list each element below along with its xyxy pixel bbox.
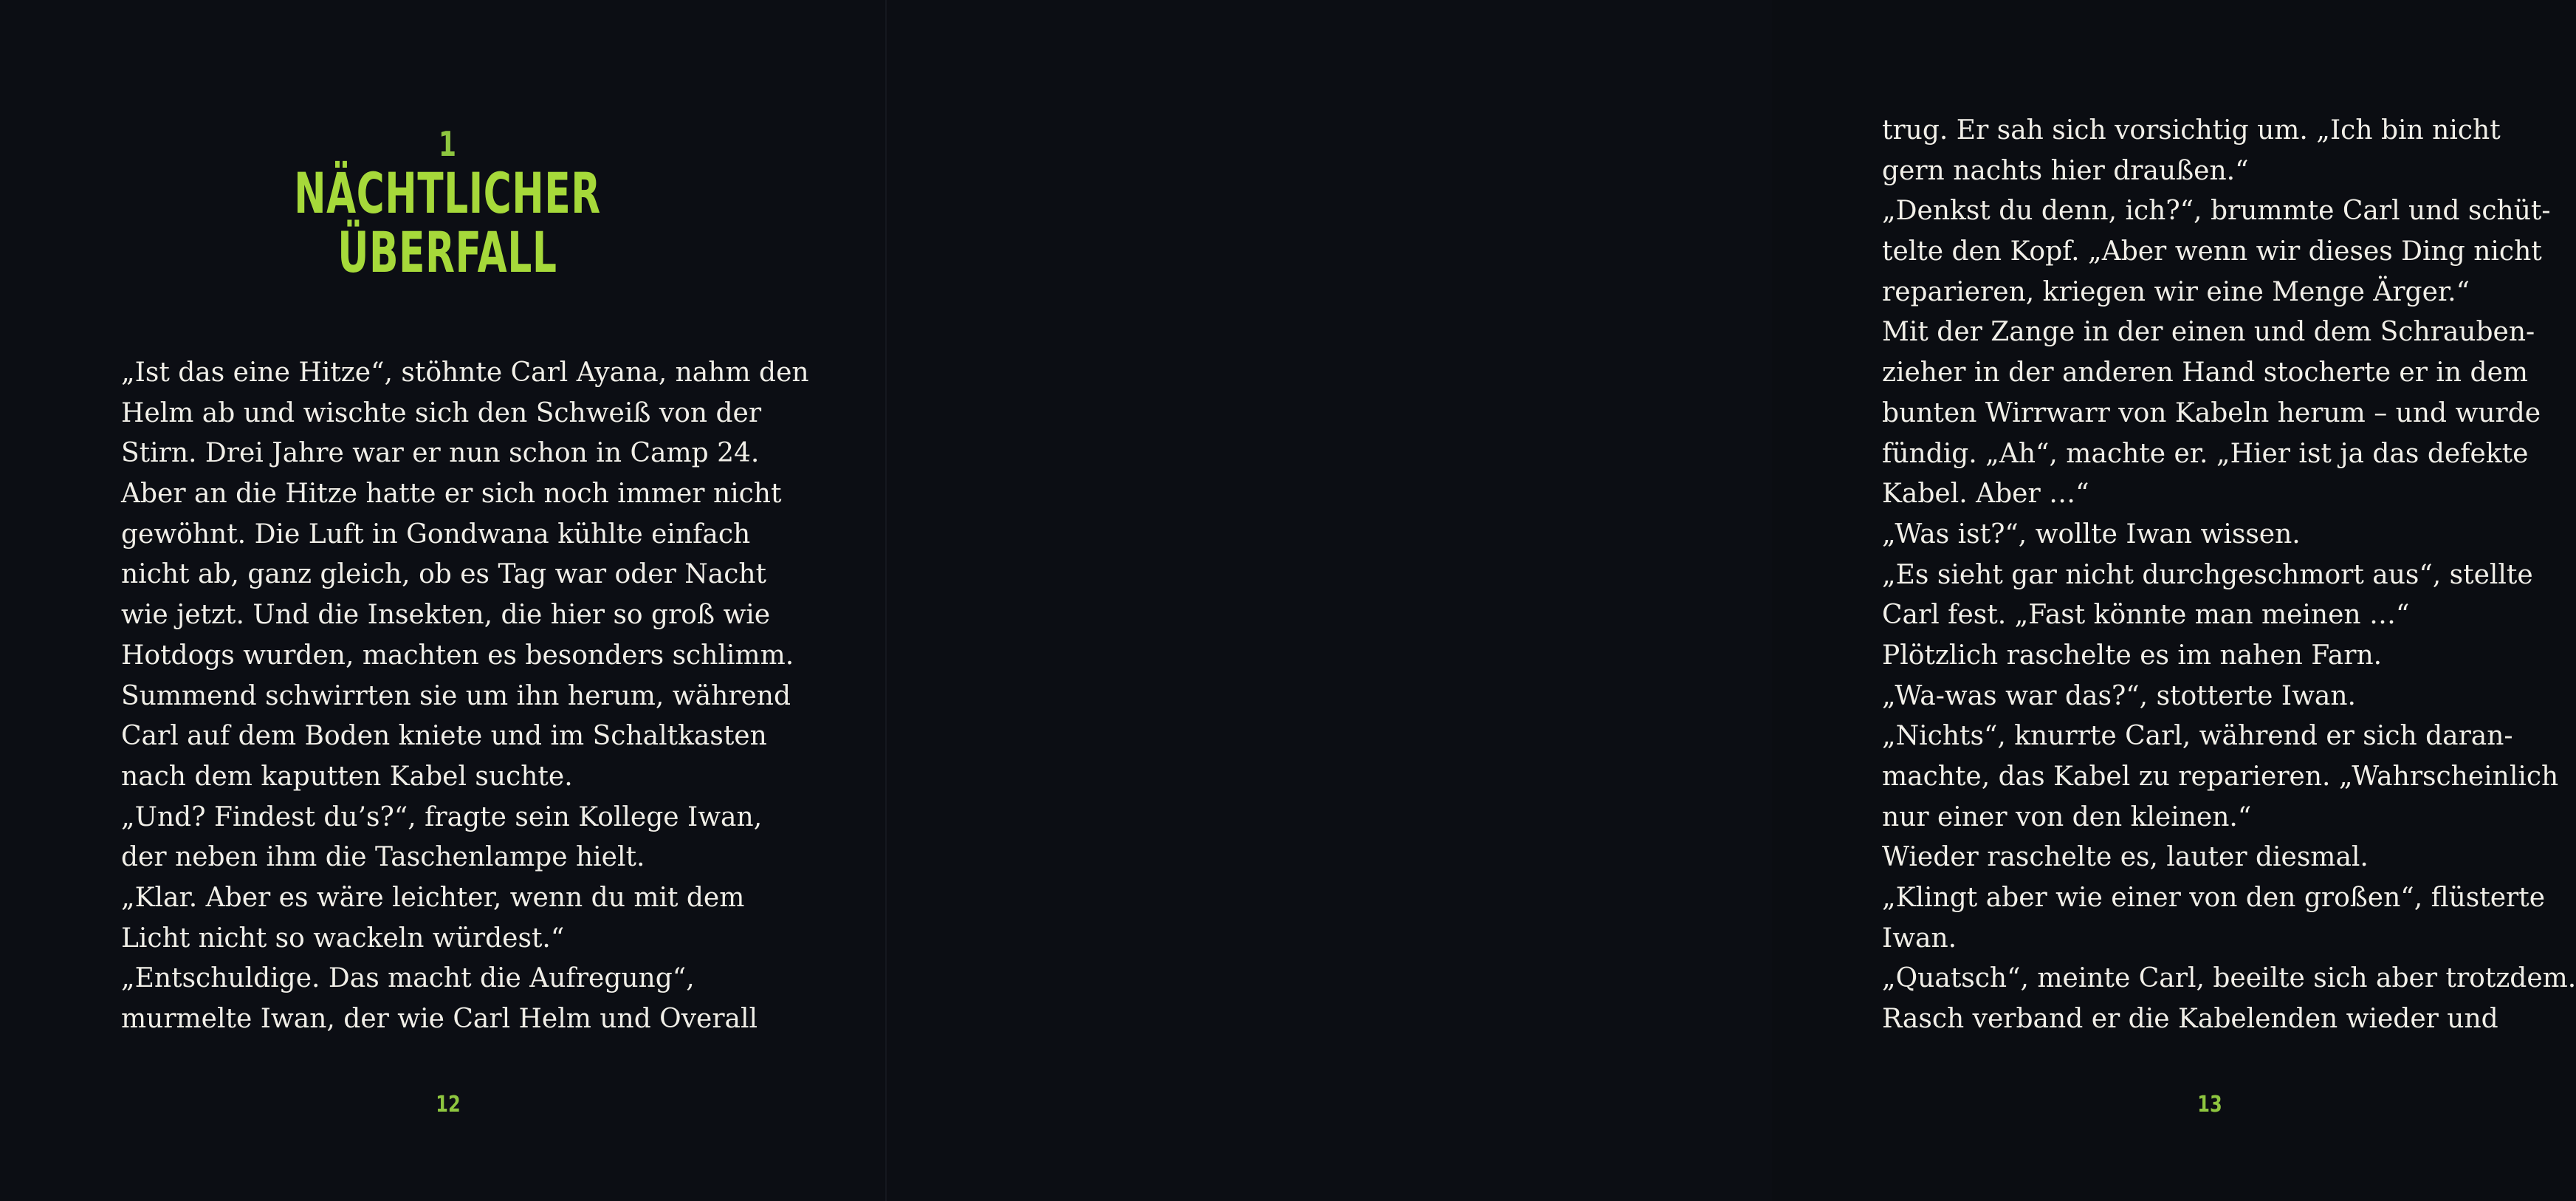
text-line: nicht ab, ganz gleich, ob es Tag war oder Nacht — [121, 559, 767, 590]
text-line: Summend schwirrten sie um ihn herum, während — [121, 680, 791, 711]
text-line: „Entschuldige. Das macht die Aufregung“, — [121, 963, 695, 994]
text-line: Rasch verband er die Kabelenden wieder und — [1882, 1004, 2498, 1035]
text-line: der neben ihm die Taschenlampe hielt. — [121, 842, 645, 873]
text-line: machte, das Kabel zu reparieren. „Wahrscheinlich — [1882, 762, 2559, 792]
text-line: „Denkst du denn, ich?“, brummte Carl und schüt- — [1882, 196, 2551, 227]
text-line: „Was ist?“, wollte Iwan wissen. — [1882, 519, 2301, 550]
chapter-title-line-1: NÄCHTLICHER — [294, 160, 601, 226]
text-line: Aber an die Hitze hatte er sich noch immer nicht — [121, 479, 782, 510]
page-number-left: 12 — [436, 1092, 461, 1118]
page-number-right: 13 — [2197, 1092, 2222, 1118]
chapter-title — [143, 160, 752, 285]
text-line: Iwan. — [1882, 923, 1957, 954]
text-line: gewöhnt. Die Luft in Gondwana kühlte einfach — [121, 519, 751, 550]
right-page-body-text — [1882, 111, 2576, 1040]
text-line: „Klingt aber wie einer von den großen“, flüsterte — [1882, 883, 2546, 914]
text-line: Kabel. Aber …“ — [1882, 479, 2089, 510]
text-line: Carl auf dem Boden kniete und im Schaltkasten — [121, 721, 767, 752]
text-line: Helm ab und wischte sich den Schweiß von der — [121, 397, 762, 428]
text-line: gern nachts hier draußen.“ — [1882, 155, 2249, 186]
right-page — [887, 0, 2576, 1201]
text-line: Wieder raschelte es, lauter diesmal. — [1882, 842, 2369, 873]
text-line: Stirn. Drei Jahre war er nun schon in Camp 24. — [121, 438, 760, 469]
left-page — [0, 0, 885, 1201]
text-line: Mit der Zange in der einen und dem Schrauben- — [1882, 317, 2535, 348]
text-line: telte den Kopf. „Aber wenn wir dieses Ding nicht — [1882, 236, 2542, 267]
text-line: „Quatsch“, meinte Carl, beeilte sich aber trotzdem. — [1882, 963, 2576, 994]
text-line: nach dem kaputten Kabel suchte. — [121, 761, 573, 792]
text-line: murmelte Iwan, der wie Carl Helm und Overall — [121, 1004, 758, 1034]
chapter-title-line-2: ÜBERFALL — [337, 219, 557, 285]
text-line: reparieren, kriegen wir eine Menge Ärger.“ — [1882, 276, 2470, 307]
text-line: nur einer von den kleinen.“ — [1882, 801, 2252, 832]
left-page-body-text — [121, 353, 809, 1040]
text-line: „Ist das eine Hitze“, stöhnte Carl Ayana, nahm den — [121, 357, 809, 388]
text-line: „Wa-was war das?“, stotterte Iwan. — [1882, 680, 2356, 711]
text-line: Licht nicht so wackeln würdest.“ — [121, 923, 565, 954]
text-line: „Klar. Aber es wäre leichter, wenn du mit dem — [121, 882, 745, 913]
text-line: „Es sieht gar nicht durchgeschmort aus“, stellte — [1882, 559, 2533, 590]
chapter-number: 1 — [438, 124, 456, 164]
text-line: zieher in der anderen Hand stocherte er in dem — [1882, 357, 2529, 389]
text-line: „Nichts“, knurrte Carl, während er sich daran- — [1882, 721, 2513, 752]
text-line: trug. Er sah sich vorsichtig um. „Ich bin nicht — [1882, 115, 2501, 146]
text-line: „Und? Findest du’s?“, fragte sein Kollege Iwan, — [121, 801, 763, 832]
text-line: fündig. „Ah“, machte er. „Hier ist ja das defekte — [1882, 438, 2529, 469]
text-line: Hotdogs wurden, machten es besonders schlimm. — [121, 640, 794, 671]
text-line: bunten Wirrwarr von Kabeln herum – und wurde — [1882, 397, 2541, 428]
text-line: wie jetzt. Und die Insekten, die hier so groß wie — [121, 600, 771, 631]
text-line: Plötzlich raschelte es im nahen Farn. — [1882, 640, 2383, 671]
text-line: Carl fest. „Fast könnte man meinen …“ — [1882, 600, 2410, 631]
